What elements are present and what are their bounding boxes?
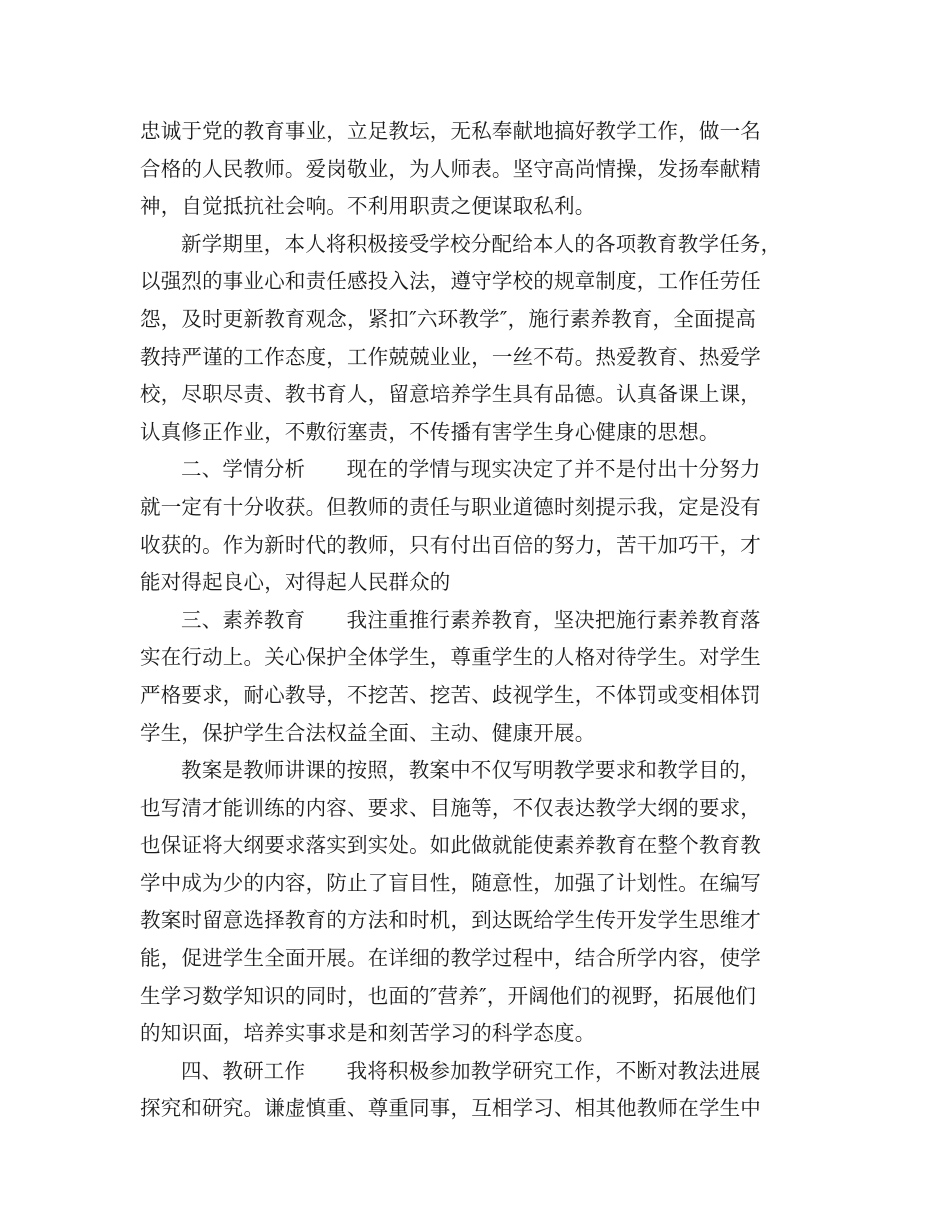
text-line: 教案时留意选择教育的方法和时机，到达既给学生传开发学生思维才: [140, 908, 761, 933]
text-line: 认真修正作业，不敷衍塞责，不传播有害学生身心健康的思想。: [140, 419, 720, 444]
document-body: [140, 113, 820, 1128]
text-line: 二、学情分析 现在的学情与现实决定了并不是付出十分努力: [181, 457, 761, 482]
text-line: 收获的。作为新时代的教师，只有付出百倍的努力，苦干加巧干，才: [140, 532, 761, 557]
text-line: 新学期里，本人将积极接受学校分配给本人的各项教育教学任务，: [181, 231, 782, 256]
text-line: 实在行动上。关心保护全体学生，尊重学生的人格对待学生。对学生: [140, 645, 761, 670]
text-line: 忠诚于党的教育事业，立足教坛，无私奉献地搞好教学工作，做一名: [140, 119, 761, 143]
text-line: 神，自觉抵抗社会响。不利用职责之便谋取私利。: [140, 194, 596, 219]
text-line: 怨，及时更新教育观念，紧扣″六环教学″，施行素养教育，全面提高: [140, 306, 757, 331]
text-line: 校，尽职尽责、教书育人，留意培养学生具有品德。认真备课上课，: [140, 382, 761, 407]
text-line: 三、素养教育 我注重推行素养教育，坚决把施行素养教育落: [181, 607, 761, 632]
text-line: 严格要求，耐心教导，不挖苦、挖苦、歧视学生，不体罚或变相体罚: [140, 682, 761, 707]
text-line: 教持严谨的工作态度，工作兢兢业业，一丝不苟。热爱教育、热爱学: [140, 344, 761, 369]
text-line: 能对得起良心，对得起人民群众的: [140, 570, 451, 595]
text-line: 能，促进学生全面开展。在详细的教学过程中，结合所学内容，使学: [140, 946, 761, 971]
text-line: 四、教研工作 我将积极参加教学研究工作，不断对教法进展: [181, 1058, 761, 1083]
text-line: 学中成为少的内容，防止了盲目性，随意性，加强了计划性。在编写: [140, 870, 761, 895]
text-line: 学生，保护学生合法权益全面、主动、健康开展。: [140, 720, 596, 745]
text-line: 探究和研究。谦虚慎重、尊重同事，互相学习、相其他教师在学生中: [140, 1096, 761, 1121]
text-line: 也写清才能训练的内容、要求、目施等，不仅表达教学大纲的要求，: [140, 795, 761, 820]
text-line: 教案是教师讲课的按照，教案中不仅写明教学要求和教学目的，: [181, 758, 761, 783]
text-line: 以强烈的事业心和责任感投入法，遵守学校的规章制度，工作任劳任: [140, 269, 761, 294]
text-line: 生学习数学知识的同时，也面的″营养″，开阔他们的视野，拓展他们: [140, 983, 757, 1008]
text-line: 的知识面，培养实事求是和刻苦学习的科学态度。: [140, 1021, 596, 1046]
text-line: 就一定有十分收获。但教师的责任与职业道德时刻提示我，定是没有: [140, 494, 761, 519]
text-line: 合格的人民教师。爱岗敬业，为人师表。坚守高尚情操，发扬奉献精: [140, 156, 761, 181]
text-line: 也保证将大纲要求落实到实处。如此做就能使素养教育在整个教育教: [140, 833, 761, 858]
